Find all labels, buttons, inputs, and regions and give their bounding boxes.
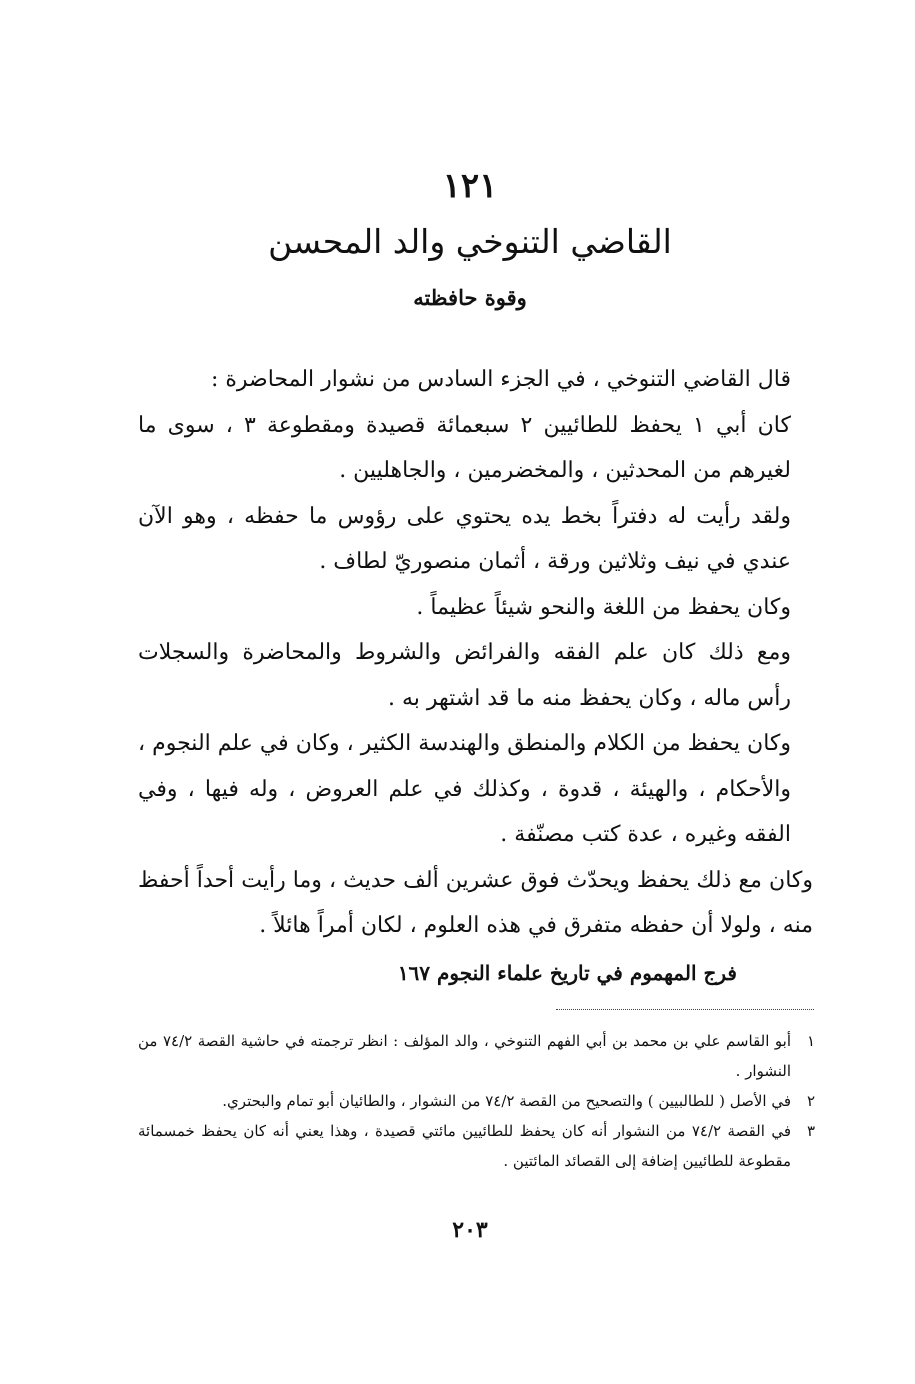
paragraph-5: وكان يحفظ من الكلام والمنطق والهندسة الكثير ، وكان في علم النجوم ، والأحكام ، والهيئة ، قدوة ، وكذلك في علم العروض ، وله فيها ، وفي الفقه وغيره ، عدة كتب مصنّفة .	[138, 731, 791, 847]
footnote	[138, 1116, 815, 1176]
story-subtitle: وقوة حافظته	[413, 285, 527, 310]
footnote	[138, 1086, 815, 1116]
story-body	[138, 357, 813, 949]
story-number: ١٢١	[442, 166, 498, 206]
footnote-text: في الأصل ( للطالبيين ) والتصحيح من القصة ٧٤/٢ من النشوار ، والطائيان أبو تمام والبحتري.	[222, 1092, 791, 1110]
footnote	[138, 1026, 815, 1086]
paragraph-intro: قال القاضي التنوخي ، في الجزء السادس من نشوار المحاضرة :	[210, 367, 791, 392]
story-title: القاضي التنوخي والد المحسن	[268, 222, 672, 261]
footnotes	[138, 1026, 815, 1176]
footnote-number: ١	[806, 1032, 815, 1050]
footnote-text: أبو القاسم علي بن محمد بن أبي الفهم التنوخي ، والد المؤلف : انظر ترجمته في حاشية القصة ٧٤/٢ من النشوار .	[138, 1032, 791, 1080]
paragraph-4: ومع ذلك كان علم الفقه والفرائض والشروط والمحاضرة والسجلات رأس ماله ، وكان يحفظ منه ما قد اشتهر به .	[138, 640, 791, 711]
footnote-number: ٢	[806, 1092, 815, 1110]
footnote-number: ٣	[806, 1122, 815, 1140]
page-number: ٢٠٣	[452, 1217, 488, 1243]
footnote-text: في القصة ٧٤/٢ من النشوار أنه كان يحفظ للطائيين مائتي قصيدة ، وهذا يعني أنه كان يحفظ خمسمائة مقطوعة للطائيين إضافة إلى القصائد المائتين .	[138, 1122, 791, 1170]
paragraph-2: ولقد رأيت له دفتراً بخط يده يحتوي على رؤوس ما حفظه ، وهو الآن عندي في نيف وثلاثين ورقة ، أثمان منصوريّ لطاف .	[138, 503, 791, 574]
paragraph-1: كان أبي ١ يحفظ للطائيين ٢ سبعمائة قصيدة ومقطوعة ٣ ، سوى ما لغيرهم من المحدثين ، والمخضرمين ، والجاهليين .	[138, 412, 791, 483]
paragraph-6: وكان مع ذلك يحفظ ويحدّث فوق عشرين ألف حديث ، وما رأيت أحداً أحفظ منه ، ولولا أن حفظه متفرق في هذه العلوم ، لكان أمراً هائلاً .	[138, 867, 813, 938]
source-citation: فرج المهموم في تاريخ علماء النجوم ١٦٧	[397, 961, 737, 985]
paragraph-3: وكان يحفظ من اللغة والنحو شيئاً عظيماً .	[416, 594, 791, 620]
footnote-divider	[556, 1009, 814, 1010]
